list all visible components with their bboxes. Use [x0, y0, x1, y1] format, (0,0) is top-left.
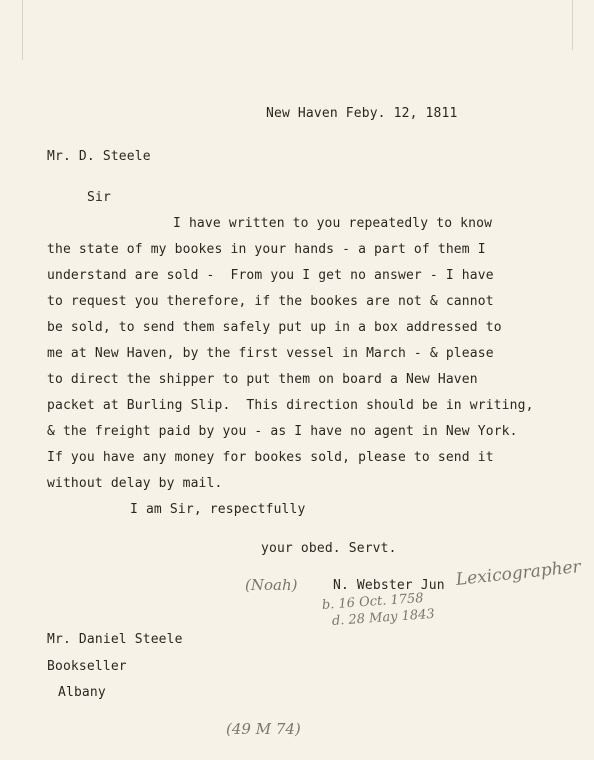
- body-line: understand are sold - From you I get no answer - I have: [47, 268, 494, 283]
- paper-crease: [22, 0, 23, 60]
- catalog-number: (49 M 74): [226, 720, 301, 738]
- recipient-occupation: Bookseller: [47, 659, 127, 674]
- handwritten-death-note: d. 28 May 1843: [331, 606, 436, 629]
- body-line: the state of my bookes in your hands - a part of them I: [47, 242, 486, 257]
- body-line: packet at Burling Slip. This direction should be in writing,: [47, 398, 534, 413]
- handwritten-title-note: Lexicographer: [454, 556, 582, 590]
- valediction: your obed. Servt.: [261, 541, 397, 556]
- body-line: to request you therefore, if the bookes are not & cannot: [47, 294, 494, 309]
- closing: I am Sir, respectfully: [130, 502, 306, 517]
- body-line: & the freight paid by you - as I have no agent in New York.: [47, 424, 518, 439]
- body-line: If you have any money for bookes sold, please to send it: [47, 450, 494, 465]
- handwritten-name-note: (Noah): [245, 576, 298, 594]
- dateline: New Haven Feby. 12, 1811: [266, 106, 458, 121]
- recipient-city: Albany: [58, 685, 106, 700]
- body-line: without delay by mail.: [47, 476, 223, 491]
- handwritten-birth-note: b. 16 Oct. 1758: [321, 590, 425, 613]
- body-line: be sold, to send them safely put up in a box addressed to: [47, 320, 502, 335]
- signature: N. Webster Jun: [333, 578, 445, 593]
- addressee: Mr. D. Steele: [47, 149, 151, 164]
- salutation: Sir: [87, 190, 111, 205]
- body-line: to direct the shipper to put them on board a New Haven: [47, 372, 478, 387]
- body-line: I have written to you repeatedly to know: [173, 216, 493, 231]
- recipient-name: Mr. Daniel Steele: [47, 632, 183, 647]
- paper-crease: [572, 0, 573, 50]
- body-line: me at New Haven, by the first vessel in March - & please: [47, 346, 494, 361]
